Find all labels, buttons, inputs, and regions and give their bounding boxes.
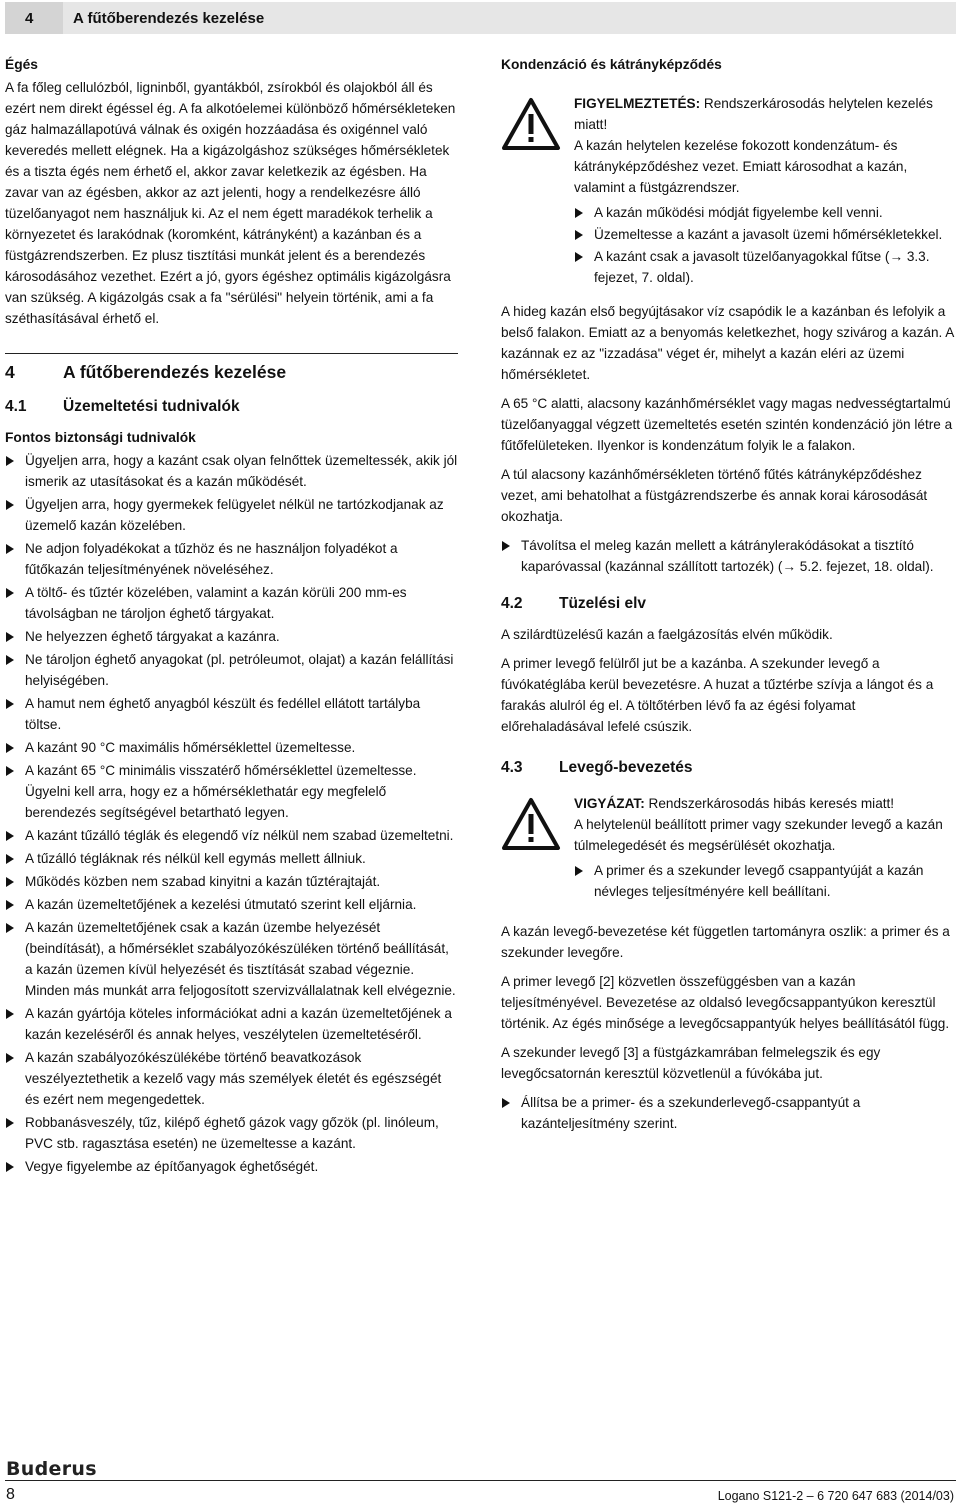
page-header [5, 2, 956, 34]
paragraph-42b: A primer levegő felülről jut be a kazánba. A szekunder levegő a fúvókatéglába kerül bevezetésre. A huzat a tűztérbe szívja a lángot és a farakás alulról ég el. A töltőtérben lévő fa az égési folyamat előrehaladásával lefelé csúszik. [501, 656, 934, 734]
list-item: A kazánt 90 °C maximális hőmérséklettel üzemeltesse. [5, 737, 458, 758]
chapter-number: 4 [5, 2, 63, 34]
subsection-heading-4-3: 4.3 Levegő-bevezetés [501, 759, 693, 776]
caution-body: A helytelenül beállított primer vagy szekunder levegő a kazán túlmelegedését és megsérülését okozhatja. [574, 817, 943, 853]
bullet-triangle-icon [502, 1098, 510, 1108]
list-item: A kazánt csak a javasolt tüzelőanyagokkal fűtse (→ 3.3. fejezet, 7. oldal). [574, 246, 956, 288]
list-item: A töltő- és tűztér közelében, valamint a kazán körüli 200 mm-es távolságban ne tároljon éghető tárgyakat. [5, 582, 458, 624]
bullet-triangle-icon [6, 743, 14, 753]
list-item: Távolítsa el meleg kazán mellett a kátránylerakódásokat a tisztító kaparóvassal (kazánnal szállított tartozék) (→ 5.2. fejezet, 18. oldal). [501, 535, 956, 577]
warning-list [574, 202, 956, 288]
paragraph-43a: A kazán levegő-bevezetése két független tartományra oszlik: a primer és a szekunder levegőre. [501, 924, 950, 960]
list-item: Állítsa be a primer- és a szekunderlevegő-csappantyút a kazánteljesítmény szerint. [501, 1092, 956, 1134]
list-item: Ne tároljon éghető anyagokat (pl. petróleumot, olajat) a kazán felállítási helyiségében. [5, 649, 458, 691]
list-item: Ügyeljen arra, hogy a kazánt csak olyan felnőttek üzemeltessék, akik jól ismerik az utasításokat és a kazán működését. [5, 450, 458, 492]
bullet-triangle-icon [6, 1162, 14, 1172]
paragraph-43b: A primer levegő [2] közvetlen összefüggésben van a kazán teljesítményével. Bevezetése az oldalsó levegőcsappantyúkon keresztül történik. Az égés minősége a levegőcsappantyúk helyes beállításától függ. [501, 974, 950, 1031]
list-item: Ne helyezzen éghető tárgyakat a kazánra. [5, 626, 458, 647]
bullet-triangle-icon [6, 544, 14, 554]
caution-list [574, 860, 956, 902]
list-item: A primer és a szekunder levegő csappantyúját a kazán névleges teljesítményére kell beállítani. [574, 860, 956, 902]
warning-box [501, 93, 956, 289]
section-heading: 4 A fűtőberendezés kezelése [5, 362, 287, 382]
list-item: A kazán gyártója köteles információkat adni a kazán üzemeltetőjének a kazán kezeléséről és annak helyes, veszélytelen üzemeltetéséről. [5, 1003, 458, 1045]
list-item: A kazánt 65 °C minimális visszatérő hőmérséklettel üzemeltesse. Ügyelni kell arra, hogy ez a hőmérséklethatár egy megfelelő berendezés segítségével betartható legyen. [5, 760, 458, 823]
bullet-triangle-icon [575, 866, 583, 876]
list-item: Vegye figyelembe az építőanyagok éghetőségét. [5, 1156, 458, 1177]
document-id: Logano S121-2 – 6 720 647 683 (2014/03) [717, 1489, 954, 1503]
eges-heading: Égés [5, 57, 38, 72]
bullet-triangle-icon [575, 252, 583, 262]
right-column [501, 54, 956, 1136]
footer-divider [5, 1480, 956, 1481]
bullet-triangle-icon [6, 1053, 14, 1063]
bullet-triangle-icon [6, 1009, 14, 1019]
allitsa-list [501, 1092, 956, 1134]
list-item: Ügyeljen arra, hogy gyermekek felügyelet nélkül ne tartózkodjanak az üzemelő kazán közelében. [5, 494, 458, 536]
list-item: Robbanásveszély, tűz, kilépő éghető gázok vagy gőzök (pl. linóleum, PVC stb. ragasztása esetén) ne üzemeltesse a kazánt. [5, 1112, 458, 1154]
bullet-triangle-icon [6, 900, 14, 910]
bullet-triangle-icon [6, 831, 14, 841]
paragraph-tul: A túl alacsony kazánhőmérsékleten történő fűtés kátrányképződéshez vezet, ami behatolhat a füstgázrendszerbe és annak korai károsodását okozhatja. [501, 467, 928, 524]
tavolitsa-list [501, 535, 956, 577]
warning-title: FIGYELMEZTETÉS: Rendszerkárosodás helytelen kezelés miatt! [574, 96, 933, 132]
list-item: A kazánt tűzálló téglák és elegendő víz nélkül nem szabad üzemeltetni. [5, 825, 458, 846]
bullet-triangle-icon [575, 230, 583, 240]
list-item: Üzemeltesse a kazánt a javasolt üzemi hőmérsékletekkel. [574, 224, 956, 245]
bullet-triangle-icon [6, 766, 14, 776]
bullet-triangle-icon [6, 923, 14, 933]
list-item: A kazán üzemeltetőjének csak a kazán üzembe helyezését (beindítását), a hőmérséklet szabályozókészüléken történő beállítását, a kazán üzemen kívül helyezését és tisztítását szabad végeznie. Minden más munkát arra feljogosított szervizvállalatnak kell elvégeznie. [5, 917, 458, 1001]
bullet-triangle-icon [6, 854, 14, 864]
paragraph-65: A 65 °C alatti, alacsony kazánhőmérséklet vagy magas nedvességtartalmú tüzelőanyaggal végzett üzemeltetés esetén szintén kondenzáció jön létre a fűtőfelületeken. Ilyenkor is kondenzátum folyik le a falakon. [501, 396, 953, 453]
bullet-triangle-icon [6, 1118, 14, 1128]
section-divider [5, 353, 458, 384]
caution-box [501, 793, 956, 903]
list-item: A kazán működési módját figyelembe kell venni. [574, 202, 956, 223]
list-item: Működés közben nem szabad kinyitni a kazán tűztérajtaját. [5, 871, 458, 892]
chapter-title: A fűtőberendezés kezelése [73, 9, 265, 27]
paragraph-42a: A szilárdtüzelésű kazán a faelgázosítás elvén működik. [501, 627, 833, 642]
paragraph-hideg: A hideg kazán első begyújtásakor víz csapódik le a kazánban és lefolyik a belső falakon. Emiatt az a benyomás keletkezhet, hogy szivárog a kazán. A kazánnak ez az "izzadása" véget ér, mihelyt a kazán eléri az üzemi hőmérsékletet. [501, 304, 954, 382]
warning-triangle-icon [501, 793, 574, 903]
safety-heading: Fontos biztonsági tudnivalók [5, 430, 196, 445]
bullet-triangle-icon [6, 877, 14, 887]
list-item: A kazán szabályozókészülékébe történő beavatkozások veszélyeztethetik a kezelő vagy más személyek életét és egészségét és ezért nem megengedettek. [5, 1047, 458, 1110]
subsection-heading-4-1: 4.1 Üzemeltetési tudnivalók [5, 398, 240, 415]
bullet-triangle-icon [6, 632, 14, 642]
left-column [5, 54, 458, 1179]
bullet-triangle-icon [6, 699, 14, 709]
eges-paragraph: A fa főleg cellulózból, ligninből, gyantákból, zsírokból és olajokból áll és ezért nem direkt égéssel ég. A fa alkotóelemei különböző hőmérsékleteken gáz halmazállapotúvá válnak és oxigén hozzáadása és oxigénnel való keveredés mellett elégnek. Ha a kigázolgáshoz szükséges hőmérsékletek és a tiszta égés nem érhető el, akkor zavar keletkezik az égésben. Ha zavar van az égésben, akkor az azt jelenti, hogy a rendelkezésre álló tüzelőanyagot nem használjuk ki. Az el nem égett maradékok terhelik a környezetet és larakódnak (koromként, kátrányként) a kazánban és a füstgázrendszerben. Ez plusz tisztítási munkát jelent és a berendezés károsodásához vezethet. Ezért a jó, gyors égéshez optimális kigázolgásra van szükség. A kigázolgás csak a fa "sérülési" helyein történik, ami a fa széthasításával érhető el. [5, 80, 456, 326]
list-item: A hamut nem éghető anyagból készült és fedéllel ellátott tartályba töltse. [5, 693, 458, 735]
subsection-heading-4-2: 4.2 Tüzelési elv [501, 595, 647, 612]
list-item: Ne adjon folyadékokat a tűzhöz és ne használjon folyadékot a fűtőkazán teljesítményének növeléséhez. [5, 538, 458, 580]
bullet-triangle-icon [6, 456, 14, 466]
caution-title: VIGYÁZAT: Rendszerkárosodás hibás keresés miatt! [574, 796, 895, 811]
buderus-logo: Buderus [6, 1458, 97, 1480]
page-number: 8 [6, 1486, 15, 1503]
bullet-triangle-icon [575, 208, 583, 218]
kondenzacio-heading: Kondenzáció és kátrányképződés [501, 57, 722, 72]
warning-body: A kazán helytelen kezelése fokozott kondenzátum- és kátrányképződéshez vezet. Emiatt károsodhat a kazán, valamint a füstgázrendszer. [574, 138, 908, 195]
list-item: A kazán üzemeltetőjének a kezelési útmutató szerint kell eljárnia. [5, 894, 458, 915]
bullet-triangle-icon [6, 500, 14, 510]
safety-list [5, 450, 458, 1177]
warning-triangle-icon [501, 93, 574, 289]
bullet-triangle-icon [6, 655, 14, 665]
list-item: A tűzálló tégláknak rés nélkül kell egymás mellett állniuk. [5, 848, 458, 869]
paragraph-43c: A szekunder levegő [3] a füstgázkamrában felmelegszik és egy levegőcsatornán keresztül közvetlenül a fúvókába jut. [501, 1045, 881, 1081]
bullet-triangle-icon [6, 588, 14, 598]
bullet-triangle-icon [502, 541, 510, 551]
